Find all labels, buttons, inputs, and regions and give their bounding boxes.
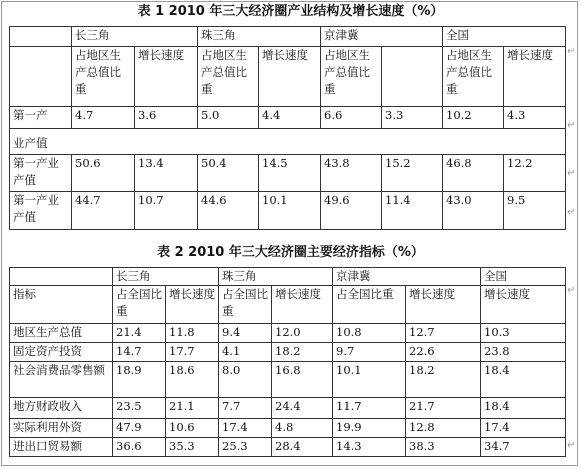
- table-cell: 10.3: [481, 324, 566, 343]
- table-cell: 25.3: [219, 438, 272, 457]
- paragraph-mark-icon: ↵: [567, 168, 576, 179]
- row-label: 第一产: [10, 107, 72, 129]
- table2-subheader: 占全国比重: [113, 286, 166, 324]
- table-cell: 23.5: [113, 398, 166, 419]
- table-cell: 14.5: [259, 155, 321, 192]
- table-cell: 16.8: [272, 362, 333, 398]
- table-cell: 17.4: [481, 419, 566, 438]
- table-cell: 10.8: [333, 324, 406, 343]
- table-cell: 21.7: [406, 398, 481, 419]
- table-cell: 21.4: [113, 324, 166, 343]
- table1-subheader: 增长速度: [135, 47, 198, 107]
- table-row: [10, 343, 566, 362]
- table-cell-empty: [72, 129, 566, 155]
- paragraph-mark-icon: ↵: [567, 46, 576, 57]
- table-row: [10, 129, 566, 155]
- table-row: [10, 324, 566, 343]
- row-label: 第一产业产值: [10, 155, 72, 192]
- row-label: 地区生产总值: [10, 324, 113, 343]
- paragraph-mark-icon: ↵: [567, 440, 576, 451]
- table-cell: 18.6: [166, 362, 219, 398]
- table-cell: 18.2: [272, 343, 333, 362]
- table-cell: 12.2: [504, 155, 566, 192]
- table1-region-header: 京津冀: [321, 27, 443, 47]
- table1-subheader: 占地区生产总值比重: [443, 47, 504, 107]
- table2-region-header: 珠三角: [219, 268, 333, 286]
- table-cell: 4.8: [272, 419, 333, 438]
- table-cell: 23.8: [481, 343, 566, 362]
- table-cell: 8.0: [219, 362, 272, 398]
- table-cell: 38.3: [406, 438, 481, 457]
- table-cell: 46.8: [443, 155, 504, 192]
- table1-subheader: 占地区生产总值比重: [321, 47, 382, 107]
- table-cell: 28.4: [272, 438, 333, 457]
- table1-subheader: 占地区生产总值比重: [198, 47, 259, 107]
- table-cell: 11.4: [382, 192, 443, 230]
- table-cell: 3.6: [135, 107, 198, 129]
- table-cell: 12.8: [406, 419, 481, 438]
- paragraph-mark-icon: ↵: [567, 207, 576, 218]
- table-cell: 19.9: [333, 419, 406, 438]
- table-cell: 24.4: [272, 398, 333, 419]
- table-row: [10, 192, 566, 230]
- table-cell: 10.1: [333, 362, 406, 398]
- table-cell: 13.4: [135, 155, 198, 192]
- table2-subheader: 占全国比重: [333, 286, 406, 324]
- table-cell: 17.4: [219, 419, 272, 438]
- table1-region-header: 珠三角: [198, 27, 321, 47]
- table1: [9, 26, 566, 230]
- table-cell: 9.7: [333, 343, 406, 362]
- table2-subheader: 占全国比重: [219, 286, 272, 324]
- table1-corner-sub: [10, 47, 72, 107]
- table2-subheader: 增长速度: [166, 286, 219, 324]
- table2: [9, 267, 566, 457]
- table1-subheader: [382, 47, 443, 107]
- table-cell: 9.4: [219, 324, 272, 343]
- table-cell: 35.3: [166, 438, 219, 457]
- table2-region-header: 全国: [481, 268, 566, 286]
- table-cell: 14.7: [113, 343, 166, 362]
- row-label: 社会消费品零售额: [10, 362, 113, 398]
- table-cell: 11.7: [333, 398, 406, 419]
- table-cell: 15.2: [382, 155, 443, 192]
- table-cell: 43.8: [321, 155, 382, 192]
- table1-corner: [10, 27, 72, 47]
- table-cell: 18.9: [113, 362, 166, 398]
- table1-title: 表 1 2010 年三大经济圈产业结构及增长速度（%）: [137, 4, 444, 19]
- table2-corner: [10, 268, 113, 286]
- table2-title: 表 2 2010 年三大经济圈主要经济指标（%）: [157, 245, 424, 260]
- table2-index-label: 指标: [10, 286, 113, 324]
- table-cell: 4.3: [504, 107, 566, 129]
- table2-region-header: 长三角: [113, 268, 219, 286]
- table-cell: 4.1: [219, 343, 272, 362]
- table-cell: 17.7: [166, 343, 219, 362]
- table1-subheader: 占地区生产总值比重: [72, 47, 135, 107]
- row-label: 实际利用外资: [10, 419, 113, 438]
- table-cell: 4.7: [72, 107, 135, 129]
- row-label: 进出口贸易额: [10, 438, 113, 457]
- table-cell: 36.6: [113, 438, 166, 457]
- table-cell: 5.0: [198, 107, 259, 129]
- table-cell: 18.4: [481, 398, 566, 419]
- table-cell: 50.4: [198, 155, 259, 192]
- table-cell: 10.7: [135, 192, 198, 230]
- paragraph-mark-icon: ↵: [567, 285, 576, 296]
- table-cell: 11.8: [166, 324, 219, 343]
- row-label: 地方财政收入: [10, 398, 113, 419]
- row-label: 业产值: [10, 129, 72, 155]
- table-cell: 10.2: [443, 107, 504, 129]
- table1-region-header: 长三角: [72, 27, 198, 47]
- table-cell: 12.7: [406, 324, 481, 343]
- table2-region-header: 京津冀: [333, 268, 481, 286]
- table-cell: 50.6: [72, 155, 135, 192]
- table-cell: 34.7: [481, 438, 566, 457]
- table-row: [10, 398, 566, 419]
- table-cell: 47.9: [113, 419, 166, 438]
- table-row: [10, 362, 566, 398]
- table-row: [10, 155, 566, 192]
- table-cell: 12.0: [272, 324, 333, 343]
- table-cell: 14.3: [333, 438, 406, 457]
- table-cell: 9.5: [504, 192, 566, 230]
- table-cell: 18.4: [481, 362, 566, 398]
- table-cell: 44.6: [198, 192, 259, 230]
- table-cell: 3.3: [382, 107, 443, 129]
- table-cell: 44.7: [72, 192, 135, 230]
- table-row: [10, 419, 566, 438]
- table-cell: 4.4: [259, 107, 321, 129]
- table-cell: 10.1: [259, 192, 321, 230]
- table-cell: 10.6: [166, 419, 219, 438]
- table-cell: 21.1: [166, 398, 219, 419]
- table2-subheader: 增长速度: [406, 286, 481, 324]
- paragraph-mark-icon: ↵: [567, 120, 576, 131]
- row-label: 第一产业产值: [10, 192, 72, 230]
- table-cell: 43.0: [443, 192, 504, 230]
- table-cell: 49.6: [321, 192, 382, 230]
- table2-subheader: 增长速度: [481, 286, 566, 324]
- table-cell: 6.6: [321, 107, 382, 129]
- table-cell: 22.6: [406, 343, 481, 362]
- table-row: [10, 107, 566, 129]
- row-label: 固定资产投资: [10, 343, 113, 362]
- table1-subheader: 增长速度: [259, 47, 321, 107]
- table2-subheader: 增长速度: [272, 286, 333, 324]
- table1-subheader: 增长速度: [504, 47, 566, 107]
- table1-region-header: 全国: [443, 27, 566, 47]
- table-cell: 7.7: [219, 398, 272, 419]
- table-cell: 18.2: [406, 362, 481, 398]
- table-row: [10, 438, 566, 457]
